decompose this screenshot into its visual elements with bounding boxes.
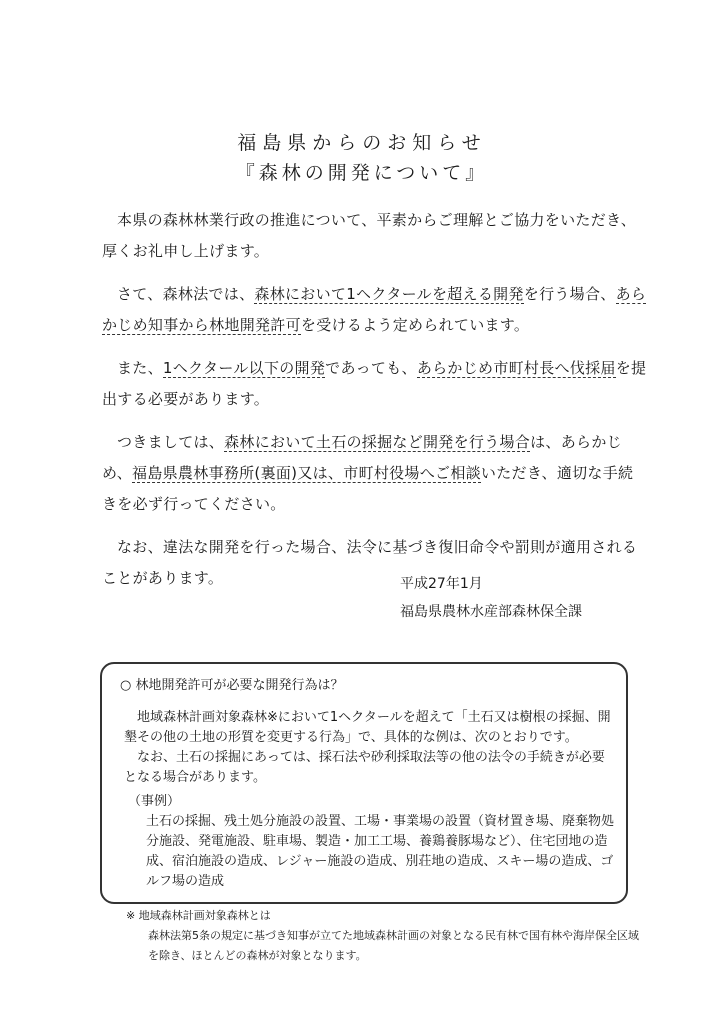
p2-underlined-1: 森林において1ヘクタールを超える開発 <box>254 285 524 303</box>
paragraph-4 <box>102 427 647 520</box>
notice-subtitle: 『森林の開発について』 <box>235 162 489 184</box>
paragraph-5: なお、違法な開発を行った場合、法令に基づき復旧命令や罰則が適用されることがあります。 <box>102 538 638 587</box>
p2-underlined-2: あらかじめ知事から林地開発許可 <box>102 285 647 334</box>
paragraph-3 <box>102 353 647 415</box>
example-heading: （事例） <box>128 794 181 809</box>
p3-text-c: を提出する必要があります。 <box>102 359 647 408</box>
p3-text-a: また、 <box>117 359 163 377</box>
paragraph-1: 本県の森林林業行政の推進について、平素からご理解とご協力をいただき、厚くお礼申し上げます。 <box>102 211 637 260</box>
signature-block <box>400 570 582 626</box>
p4-text-a: つきましては、 <box>117 433 225 451</box>
info-box-paragraph-2: なお、土石の採掘にあっては、採石法や砂利採取法等の他の法令の手続きが必要となる場合があります。 <box>124 750 605 785</box>
footnote <box>126 906 646 966</box>
p2-text-c: を受けるよう定められています。 <box>300 316 530 334</box>
p4-text-b: は、あらかじめ、 <box>102 433 622 482</box>
p4-text-c: いただき、適切な手続きを必ず行ってください。 <box>102 464 634 513</box>
p4-underlined-2: 福島県農林事務所(裏面)又は、市町村役場へご相談 <box>132 464 481 482</box>
paragraph-2 <box>102 279 647 341</box>
footnote-heading: ※ 地域森林計画対象森林とは <box>126 909 271 922</box>
signature-date: 平成27年1月 <box>400 576 483 592</box>
notice-body <box>102 205 647 606</box>
info-box-title: ○ 林地開発許可が必要な開発行為は？ <box>120 678 344 693</box>
p2-text-b: を行う場合、 <box>523 285 616 303</box>
info-box-paragraph-1: 地域森林計画対象森林※において1ヘクタールを超えて「土石又は樹根の採掘、開墾その他の土地の形質を変更する行為」で、具体的な例は、次のとおりです。 <box>124 710 611 745</box>
p4-underlined-1: 森林において土石の採掘など開発を行う場合 <box>224 433 531 451</box>
example-body: 土石の採掘、残土処分施設の設置、工場・事業場の設置（資材置き場、廃棄物処分施設、発電施設、駐車場、製造・加工工場、養鶏養豚場など）、住宅団地の造成、宿泊施設の造成、レジャー施設の造成、別荘地の造成、スキー場の造成、ゴルフ場の造成 <box>146 814 615 889</box>
footnote-body: 森林法第5条の規定に基づき知事が立てた地域森林計画の対象となる民有林で国有林や海岸保全区域を除き、ほとんどの森林が対象となります。 <box>148 929 639 962</box>
signature-org: 福島県農林水産部森林保全課 <box>400 604 582 620</box>
p3-underlined-1: 1ヘクタール以下の開発 <box>162 359 326 377</box>
notice-title: 福島県からのお知らせ <box>237 132 487 154</box>
p2-text-a: さて、森林法では、 <box>117 285 255 303</box>
p3-text-b: であっても、 <box>325 359 417 377</box>
info-box <box>100 662 628 904</box>
info-box-body <box>124 708 614 892</box>
p3-underlined-2: あらかじめ市町村長へ伐採届 <box>416 359 616 377</box>
